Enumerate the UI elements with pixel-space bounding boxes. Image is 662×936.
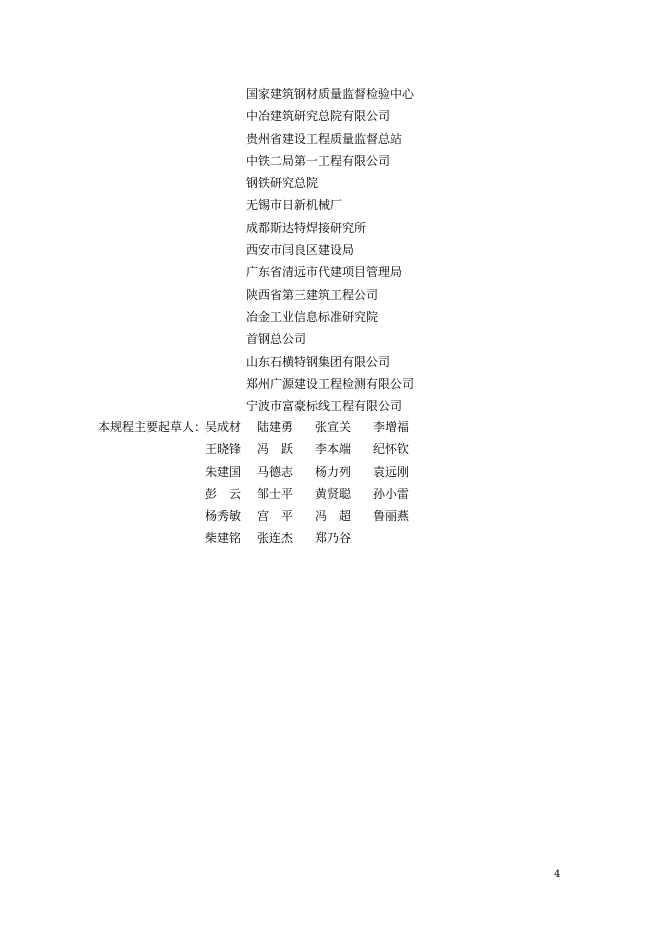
drafter-row <box>205 483 429 505</box>
drafter-name: 张连杰 <box>257 531 294 546</box>
drafter-name: 陆建勇 <box>257 420 294 434</box>
drafter-name: 孙小雷 <box>373 486 410 501</box>
organization-item: 贵州省建设工程质量监督总站 <box>246 131 403 146</box>
drafter-name: 李增福 <box>373 420 410 434</box>
main-drafters-label: 本规程主要起草人： <box>98 420 207 434</box>
organization-item: 成都斯达特焊接研究所 <box>246 220 367 235</box>
drafter-name: 李本端 <box>315 442 352 457</box>
drafter-name: 杨秀敏 <box>205 509 242 524</box>
drafter-name: 柴建铭 <box>205 531 242 546</box>
drafter-name: 马德志 <box>257 464 294 479</box>
organization-item: 中铁二局第一工程有限公司 <box>246 153 391 168</box>
drafter-name: 彭 云 <box>205 486 242 501</box>
drafter-name: 冯 跃 <box>257 442 294 457</box>
drafter-name: 杨力列 <box>315 464 352 479</box>
drafter-names-grid <box>205 416 429 550</box>
organization-item: 钢铁研究总院 <box>246 176 319 191</box>
drafter-name: 郑乃谷 <box>315 531 352 546</box>
organization-item: 无锡市日新机械厂 <box>246 198 343 213</box>
drafter-name: 张宣关 <box>315 420 352 434</box>
drafter-name: 宫 平 <box>257 509 294 524</box>
drafter-row <box>205 438 429 460</box>
organization-item: 首钢总公司 <box>246 332 307 347</box>
drafter-row <box>205 461 429 483</box>
drafter-name: 冯 超 <box>315 509 352 524</box>
drafter-name <box>373 527 429 549</box>
drafter-name: 鲁丽燕 <box>373 509 410 524</box>
drafter-name: 纪怀钦 <box>373 442 410 457</box>
organization-item: 广东省清远市代建项目管理局 <box>246 265 403 280</box>
organization-item: 西安市闫良区建设局 <box>246 243 355 258</box>
organization-item: 中冶建筑研究总院有限公司 <box>246 109 391 124</box>
drafter-name: 黄贤聪 <box>315 486 352 501</box>
drafter-row <box>205 527 429 549</box>
organization-item: 陕西省第三建筑工程公司 <box>246 287 379 302</box>
organization-item: 冶金工业信息标准研究院 <box>246 309 379 324</box>
drafter-name: 吴成材 <box>205 420 242 434</box>
drafter-name: 袁远刚 <box>373 464 410 479</box>
page-number: 4 <box>554 869 561 880</box>
organization-item: 宁波市富豪标线工程有限公司 <box>246 399 403 414</box>
drafter-name: 邹士平 <box>257 486 294 501</box>
drafter-name: 王晓锋 <box>205 442 242 457</box>
organization-item: 郑州广源建设工程检测有限公司 <box>246 376 415 391</box>
drafter-row <box>205 505 429 527</box>
drafter-name: 朱建国 <box>205 464 242 479</box>
organization-item: 国家建筑钢材质量监督检验中心 <box>246 87 415 101</box>
organization-item: 山东石横特钢集团有限公司 <box>246 354 391 369</box>
drafter-row <box>205 416 429 438</box>
participating-organizations-list <box>246 83 414 417</box>
